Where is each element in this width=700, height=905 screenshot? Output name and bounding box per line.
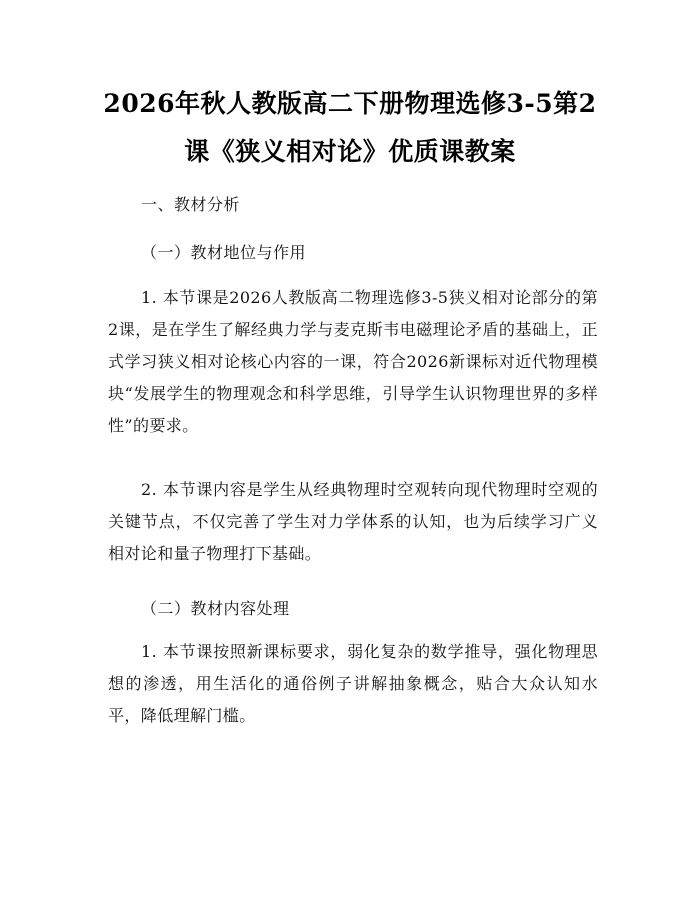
section-heading-material-analysis: 一、教材分析 bbox=[141, 195, 241, 214]
subsection-heading-status-and-role: （一）教材地位与作用 bbox=[141, 243, 307, 262]
document-title-line-2: 课《狭义相对论》优质课教案 bbox=[184, 137, 516, 166]
paragraph-3: 1. 本节课按照新课标要求，弱化复杂的数学推导，强化物理思想的渗透，用生活化的通俗例子讲解抽象概念，贴合大众认知水平，降低理解门槛。 bbox=[108, 642, 598, 725]
paragraph-2: 2. 本节课内容是学生从经典物理时空观转向现代物理时空观的关键节点，不仅完善了学生对力学体系的认知，也为后续学习广义相对论和量子物理打下基础。 bbox=[108, 480, 598, 563]
subsection-heading-content-processing: （二）教材内容处理 bbox=[141, 599, 290, 618]
paragraph-1: 1. 本节课是2026人教版高二物理选修3-5狭义相对论部分的第2课，是在学生了解经典力学与麦克斯韦电磁理论矛盾的基础上，正式学习狭义相对论核心内容的一课，符合2026新课标对近代物理模块“发展学生的物理观念和科学思维，引导学生认识物理世界的多样性”的要求。 bbox=[108, 288, 598, 435]
document-title-line-1: 2026年秋人教版高二下册物理选修3-5第2 bbox=[103, 89, 597, 118]
